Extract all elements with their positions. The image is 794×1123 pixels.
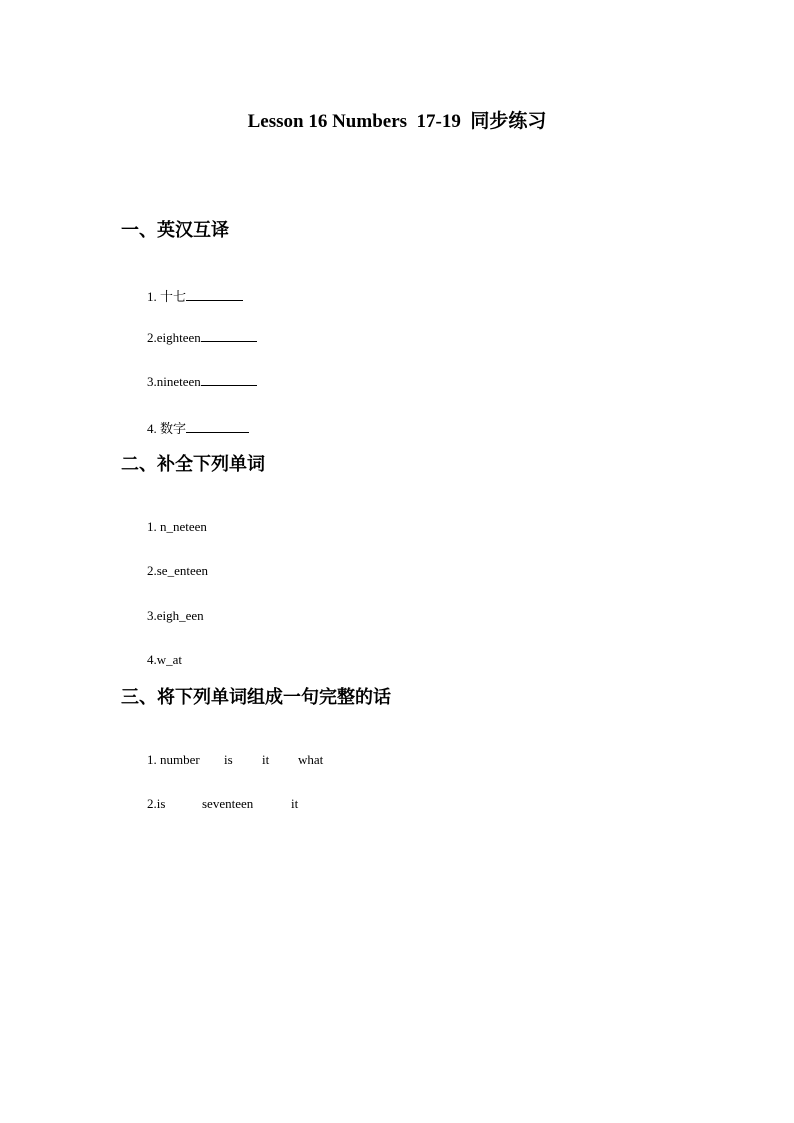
item-text: 1. n_neteen xyxy=(147,519,207,534)
list-item xyxy=(134,503,207,551)
word: what xyxy=(298,752,324,767)
list-item xyxy=(134,547,208,595)
item-text: 3.nineteen xyxy=(147,374,201,389)
answer-blank[interactable] xyxy=(201,330,257,342)
list-item xyxy=(134,736,323,784)
item-text: 3.eigh_een xyxy=(147,608,204,623)
list-item xyxy=(134,358,257,406)
item-text: 2.se_enteen xyxy=(147,563,209,578)
item-text: 4. 数字 xyxy=(147,421,187,436)
word: it xyxy=(291,796,299,811)
answer-blank[interactable] xyxy=(186,421,249,433)
section-heading-complete-words: 二、补全下列单词 xyxy=(121,454,265,475)
page-title: Lesson 16 Numbers 17-19 同步练习 xyxy=(247,111,547,132)
item-text: 2.eighteen xyxy=(147,330,201,345)
item-text: 4.w_at xyxy=(147,652,183,667)
word: seventeen xyxy=(202,796,254,811)
word: is xyxy=(224,752,233,767)
answer-blank[interactable] xyxy=(186,289,243,301)
list-item xyxy=(134,314,257,362)
word: 1. number xyxy=(147,752,200,767)
section-heading-translation: 一、英汉互译 xyxy=(121,220,229,241)
answer-blank[interactable] xyxy=(201,374,257,386)
list-item xyxy=(134,636,182,684)
item-text: 1. 十七 xyxy=(147,289,187,304)
list-item xyxy=(134,402,249,453)
list-item xyxy=(134,592,204,640)
section-heading-make-sentences: 三、将下列单词组成一句完整的话 xyxy=(121,687,391,708)
word: 2.is xyxy=(147,796,166,811)
word: it xyxy=(262,752,270,767)
list-item xyxy=(134,780,298,828)
